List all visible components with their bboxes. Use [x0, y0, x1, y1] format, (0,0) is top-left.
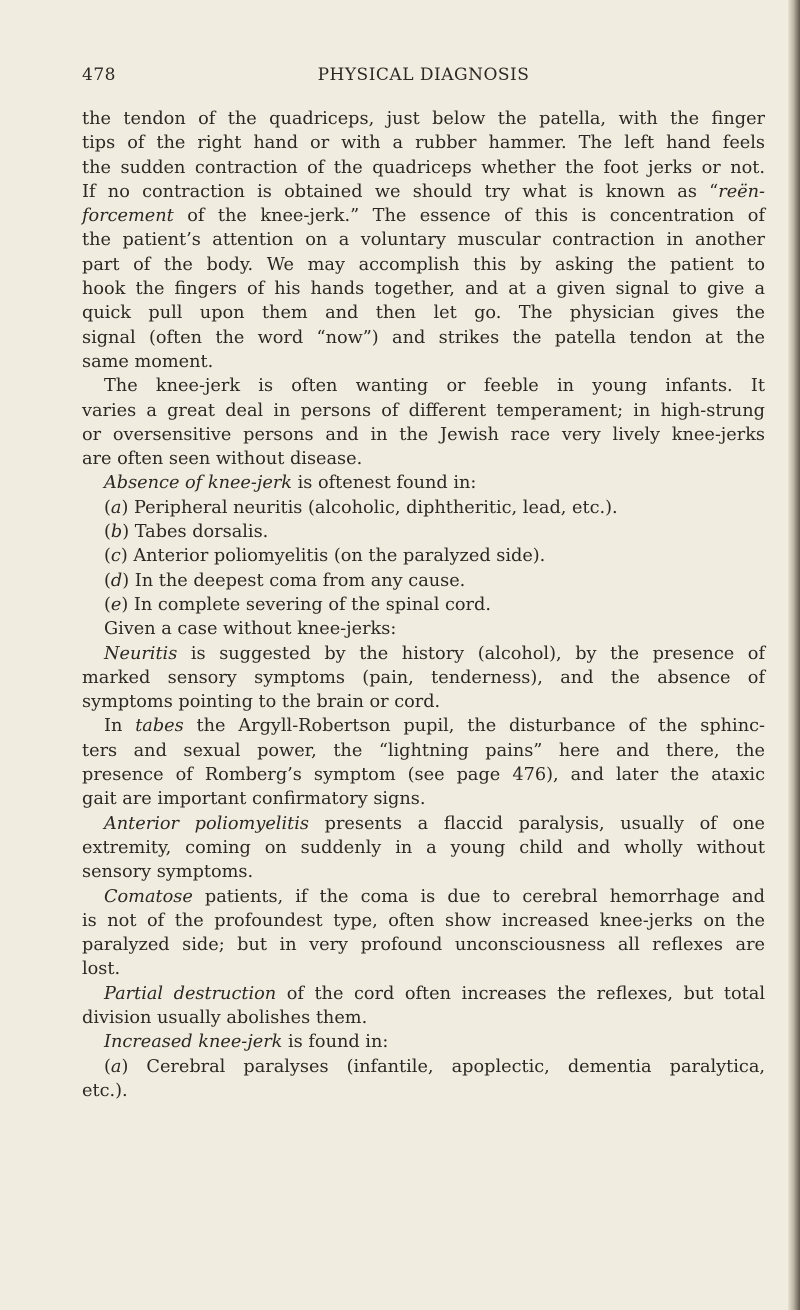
- text-line: paralyzed side; but in very profound unconsciousness all reflexes are: [82, 935, 765, 956]
- text-line: are often seen without disease.: [82, 449, 363, 470]
- text-line: extremity, coming on suddenly in a young child and wholly without: [82, 837, 765, 858]
- text-line: symptoms pointing to the brain or cord.: [82, 692, 441, 713]
- list-marker: d: [110, 570, 123, 591]
- list-marker: b: [110, 522, 123, 543]
- list-item: (e) In complete severing of the spinal cord.: [104, 594, 491, 615]
- text-line: etc.).: [82, 1080, 128, 1101]
- text-line: In tabes the Argyll-Robertson pupil, the disturbance of the sphinc-: [104, 716, 765, 737]
- text-line: signal (often the word “now”) and strikes the patella tendon at the: [82, 327, 765, 348]
- italic-term: tabes: [135, 716, 184, 737]
- italic-term: Anterior poliomyelitis: [104, 813, 309, 834]
- text-line: The knee-jerk is often wanting or feeble in young infants. It: [104, 376, 765, 397]
- running-header: [82, 65, 765, 89]
- text-line: same moment.: [82, 351, 214, 372]
- text-line: Given a case without knee-jerks:: [104, 619, 397, 640]
- text-line: tips of the right hand or with a rubber hammer. The left hand feels: [82, 133, 765, 154]
- italic-term: Comatose: [104, 886, 193, 907]
- list-marker: e: [110, 594, 122, 615]
- list-item: (b) Tabes dorsalis.: [104, 522, 269, 543]
- text-line: Comatose patients, if the coma is due to cerebral hemorrhage and: [104, 886, 765, 907]
- italic-term: Absence of knee-jerk: [104, 473, 292, 494]
- page-number: 478: [82, 65, 116, 85]
- running-title: PHYSICAL DIAGNOSIS: [317, 65, 530, 85]
- text-line: ters and sexual power, the “lightning pains” here and there, the: [82, 740, 765, 761]
- italic-term: Partial destruction: [104, 983, 277, 1004]
- text-line: lost.: [82, 959, 121, 980]
- list-item: (a) Cerebral paralyses (infantile, apoplectic, dementia paralytica,: [104, 1056, 765, 1077]
- text-line: If no contraction is obtained we should try what is known as “reën-: [82, 181, 765, 202]
- italic-term: Neuritis: [104, 643, 178, 664]
- list-item: (c) Anterior poliomyelitis (on the paralyzed side).: [104, 546, 546, 567]
- text-line: hook the fingers of his hands together, and at a given signal to give a: [82, 279, 765, 300]
- text-line: Partial destruction of the cord often increases the reflexes, but total: [104, 983, 765, 1004]
- text-line: or oversensitive persons and in the Jewish race very lively knee-jerks: [82, 424, 765, 445]
- text-line: marked sensory symptoms (pain, tenderness), and the absence of: [82, 667, 765, 688]
- text-line: varies a great deal in persons of different temperament; in high-strung: [82, 400, 765, 421]
- body-text: [82, 107, 765, 1103]
- text-line: sensory symptoms.: [82, 862, 254, 883]
- text-line: the patient’s attention on a voluntary muscular contraction in another: [82, 230, 765, 251]
- text-line: Increased knee-jerk is found in:: [104, 1032, 389, 1053]
- list-item: (a) Peripheral neuritis (alcoholic, diphtheritic, lead, etc.).: [104, 497, 618, 518]
- page-edge-shadow: [788, 0, 800, 1310]
- text-line: forcement of the knee-jerk.” The essence of this is concentration of: [82, 206, 765, 227]
- list-marker: c: [110, 546, 121, 567]
- text-line: the tendon of the quadriceps, just below the patella, with the finger: [82, 109, 765, 129]
- text-line: quick pull upon them and then let go. The physician gives the: [82, 303, 765, 324]
- text-line: the sudden contraction of the quadriceps whether the foot jerks or not.: [82, 157, 765, 178]
- italic-term: Increased knee-jerk: [104, 1032, 283, 1053]
- list-marker: a: [110, 497, 122, 518]
- italic-term: reën-: [718, 181, 765, 202]
- text-line: presence of Romberg’s symptom (see page 476), and later the ataxic: [82, 765, 765, 786]
- text-line: is not of the profoundest type, often show increased knee-jerks on the: [82, 910, 765, 931]
- text-line: division usually abolishes them.: [82, 1007, 368, 1028]
- text-line: Absence of knee-jerk is oftenest found in:: [104, 473, 477, 494]
- list-item: (d) In the deepest coma from any cause.: [104, 570, 466, 591]
- text-line: gait are important confirmatory signs.: [82, 789, 426, 810]
- list-marker: a: [110, 1056, 122, 1077]
- text-line: Anterior poliomyelitis presents a flaccid paralysis, usually of one: [104, 813, 766, 834]
- text-line: Neuritis is suggested by the history (alcohol), by the presence of: [104, 643, 765, 664]
- text-line: part of the body. We may accomplish this by asking the patient to: [82, 254, 765, 275]
- italic-term: forcement: [82, 206, 174, 227]
